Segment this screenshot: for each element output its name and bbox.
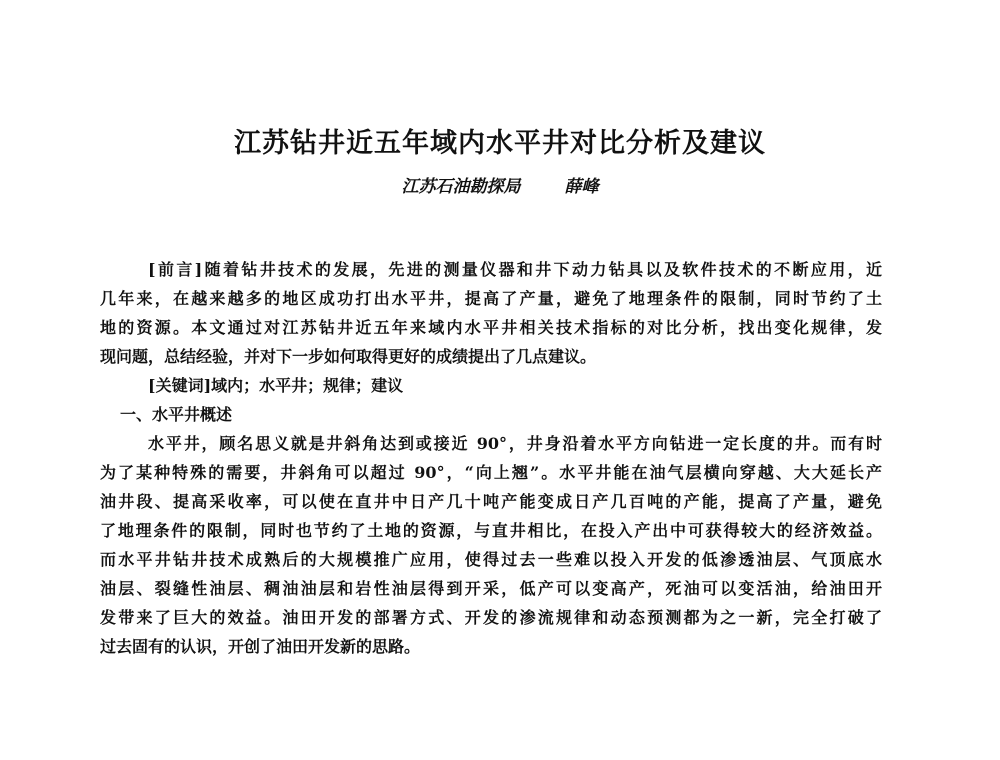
author-organization: 江苏石油勘探局 — [401, 177, 521, 197]
abstract-line: 几年来，在越来越多的地区成功打出水平井，提高了产量，避免了地理条件的限制，同时节约了土 — [100, 289, 882, 308]
section-line: 水平井，顾名思义就是井斜角达到或接近 90°，井身沿着水平方向钻进一定长度的井。而有时 — [148, 434, 882, 453]
section-line: 而水平井钻井技术成熟后的大规模推广应用，使得过去一些难以投入开发的低渗透油层、气顶底水 — [100, 550, 882, 569]
section-line: 了地理条件的限制，同时也节约了土地的资源，与直井相比，在投入产出中可获得较大的经济效益。 — [100, 521, 882, 540]
abstract-paragraph — [100, 255, 882, 371]
abstract-line: [前言]随着钻井技术的发展，先进的测量仪器和井下动力钻具以及软件技术的不断应用，近 — [148, 260, 882, 279]
section-line: 过去固有的认识，开创了油田开发新的思路。 — [100, 637, 421, 656]
paper-title: 江苏钻井近五年域内水平井对比分析及建议 — [234, 128, 766, 159]
section-paragraph — [100, 429, 882, 661]
section-heading: 一、水平井概述 — [120, 405, 233, 424]
byline — [0, 172, 1000, 202]
author-name: 薛峰 — [564, 177, 599, 197]
paper-body — [100, 255, 882, 661]
section-line: 发带来了巨大的效益。油田开发的部署方式、开发的渗流规律和动态预测都为之一新，完全打破了 — [100, 608, 882, 627]
section-line: 油井段、提高采收率，可以使在直井中日产几十吨产能变成日产几百吨的产能，提高了产量，避免 — [100, 492, 882, 511]
keywords-line: [关键词]域内；水平井；规律；建议 — [148, 376, 404, 395]
section-line: 油层、裂缝性油层、稠油油层和岩性油层得到开采，低产可以变高产，死油可以变活油，给油田开 — [100, 579, 882, 598]
abstract-line: 现问题，总结经验，并对下一步如何取得更好的成绩提出了几点建议。 — [100, 347, 597, 366]
abstract-line: 地的资源。本文通过对江苏钻井近五年来域内水平井相关技术指标的对比分析，找出变化规律，发 — [100, 318, 882, 337]
section-line: 为了某种特殊的需要，井斜角可以超过 90°，“向上翘”。水平井能在油气层横向穿越、大大延长产 — [100, 463, 882, 482]
